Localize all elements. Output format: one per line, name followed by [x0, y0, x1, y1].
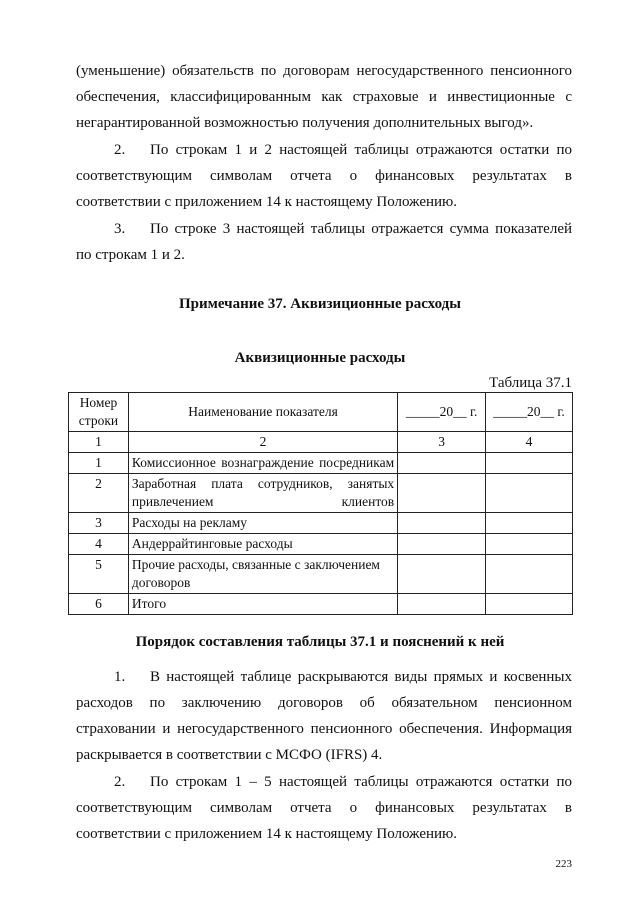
procedure-p1-text-1: В настоящей таблице раскрываются виды прямых и косвенных [150, 669, 572, 685]
acquisition-costs-table [68, 392, 573, 615]
row-value-year-1 [398, 594, 486, 615]
row-value-year-1 [398, 474, 486, 513]
procedure-p1-line-1 [114, 664, 572, 690]
intro-line-3: негарантированной возможностью получения дополнительных выгод». [76, 115, 534, 131]
intro-p2-number: 2. [114, 142, 126, 158]
table-caption: Таблица 37.1 [489, 375, 572, 391]
table-column-numbers-row [69, 432, 573, 453]
col-number-1: 1 [69, 432, 129, 453]
row-value-year-1 [398, 513, 486, 534]
row-value-year-2 [486, 453, 573, 474]
row-indicator: Итого [128, 594, 397, 615]
header-year-2: _____20__ г. [486, 393, 573, 432]
row-indicator: Заработная плата сотрудников, занятых привлечением клиентов [128, 474, 397, 513]
row-value-year-1 [398, 453, 486, 474]
header-indicator: Наименование показателя [128, 393, 397, 432]
row-value-year-2 [486, 513, 573, 534]
procedure-p1-line-2: расходов по заключению договоров об обязательном пенсионном [76, 695, 572, 711]
table-title: Аквизиционные расходы [234, 350, 406, 366]
procedure-p2-line-3: соответствии с приложением 14 к настоящему Положению. [76, 826, 457, 842]
intro-line-1: (уменьшение) обязательств по договорам негосударственного пенсионного [76, 63, 572, 79]
col-number-2: 2 [128, 432, 397, 453]
row-indicator: Андеррайтинговые расходы [128, 534, 397, 555]
header-row-number: Номер строки [69, 393, 129, 432]
note-title: Примечание 37. Аквизиционные расходы [179, 296, 461, 312]
table-row [69, 555, 573, 594]
procedure-p2-text-1: По строкам 1 – 5 настоящей таблицы отражаются остатки по [150, 774, 572, 790]
intro-p2-line-1 [114, 137, 572, 163]
header-year-1: _____20__ г. [398, 393, 486, 432]
col-number-3: 3 [398, 432, 486, 453]
row-indicator: Прочие расходы, связанные с заключением договоров [128, 555, 397, 594]
table-row [69, 513, 573, 534]
intro-p2-line-2: соответствующим символам отчета о финансовых результатах в [76, 168, 572, 184]
table-row [69, 453, 573, 474]
page-number: 223 [555, 858, 572, 870]
row-indicator: Расходы на рекламу [128, 513, 397, 534]
procedure-p2-line-1 [114, 769, 572, 795]
table-header-row [69, 393, 573, 432]
row-value-year-1 [398, 555, 486, 594]
row-value-year-2 [486, 534, 573, 555]
row-indicator: Комиссионное вознаграждение посредникам [128, 453, 397, 474]
row-number: 3 [69, 513, 129, 534]
row-value-year-2 [486, 594, 573, 615]
intro-line-2: обеспечения, классифицированным как страховые и инвестиционные с [76, 89, 572, 105]
procedure-p1-line-3: страховании и негосударственного пенсионного обеспечения. Информация [76, 721, 572, 737]
col-number-4: 4 [486, 432, 573, 453]
intro-p3-text-1: По строке 3 настоящей таблицы отражается сумма показателей [150, 221, 572, 237]
table-row [69, 474, 573, 513]
procedure-p1-line-4: раскрывается в соответствии с МСФО (IFRS) 4. [76, 747, 383, 763]
intro-p3-line-1 [114, 216, 572, 242]
table-row [69, 594, 573, 615]
row-number: 2 [69, 474, 129, 513]
intro-p3-number: 3. [114, 221, 126, 237]
row-number: 6 [69, 594, 129, 615]
row-value-year-1 [398, 534, 486, 555]
intro-p3-line-2: по строкам 1 и 2. [76, 247, 185, 263]
row-value-year-2 [486, 474, 573, 513]
intro-p2-text-1: По строкам 1 и 2 настоящей таблицы отражаются остатки по [150, 142, 572, 158]
table-row [69, 534, 573, 555]
intro-p2-line-3: соответствии с приложением 14 к настоящему Положению. [76, 194, 457, 210]
row-number: 5 [69, 555, 129, 594]
procedure-p2-line-2: соответствующим символам отчета о финансовых результатах в [76, 800, 572, 816]
procedure-p2-number: 2. [114, 774, 126, 790]
procedure-title: Порядок составления таблицы 37.1 и пояснений к ней [135, 634, 505, 650]
procedure-p1-number: 1. [114, 669, 126, 685]
row-number: 1 [69, 453, 129, 474]
row-value-year-2 [486, 555, 573, 594]
row-number: 4 [69, 534, 129, 555]
